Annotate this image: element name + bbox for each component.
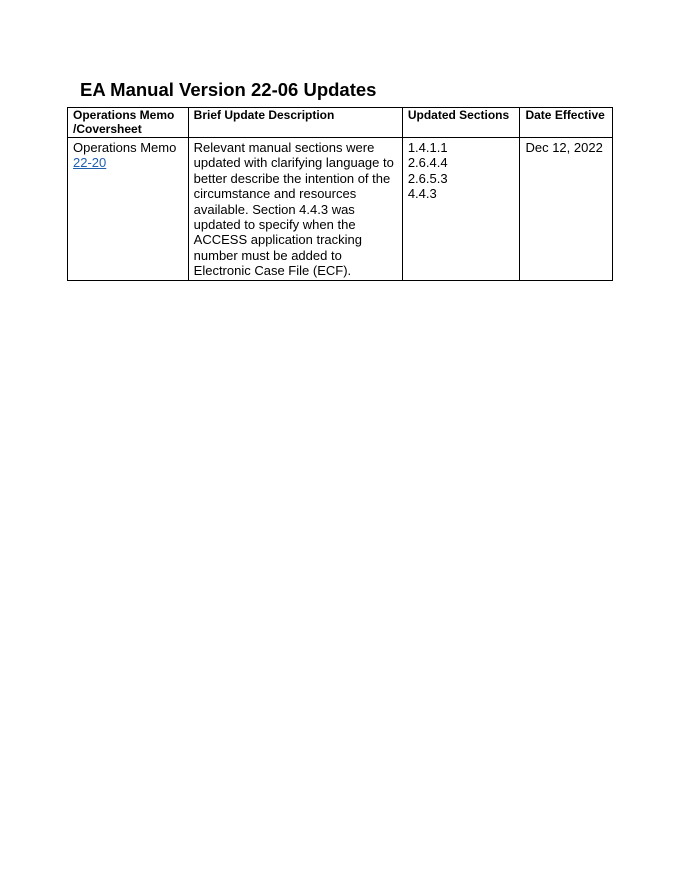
- header-memo: [68, 108, 189, 138]
- header-sections: Updated Sections: [402, 108, 520, 138]
- section-item: 1.4.1.1: [407, 140, 448, 155]
- memo-link[interactable]: 22-20: [73, 155, 107, 171]
- section-item: 2.6.5.3: [407, 170, 448, 186]
- date-cell: Dec 12, 2022: [520, 138, 613, 281]
- table-row: [68, 138, 613, 281]
- updates-table: [67, 107, 613, 281]
- page-title: EA Manual Version 22-06 Updates: [80, 79, 377, 100]
- description-cell: Relevant manual sections were updated with clarifying language to better describe the intention of the circumstance and resources available. Section 4.4.3 was updated to specify when the ACCESS application tracking number must be added to Electronic Case File (ECF).: [188, 138, 402, 281]
- memo-label: Operations Memo: [73, 140, 177, 155]
- sections-cell: [402, 138, 520, 281]
- header-memo-line2: /Coversheet: [73, 121, 142, 136]
- memo-cell: [68, 138, 189, 281]
- section-item: 4.4.3: [407, 186, 437, 202]
- header-description: Brief Update Description: [188, 108, 402, 138]
- table-header-row: [68, 108, 613, 138]
- section-item: 2.6.4.4: [407, 155, 448, 171]
- header-memo-line1: Operations Memo: [73, 108, 175, 122]
- header-date: Date Effective: [520, 108, 613, 138]
